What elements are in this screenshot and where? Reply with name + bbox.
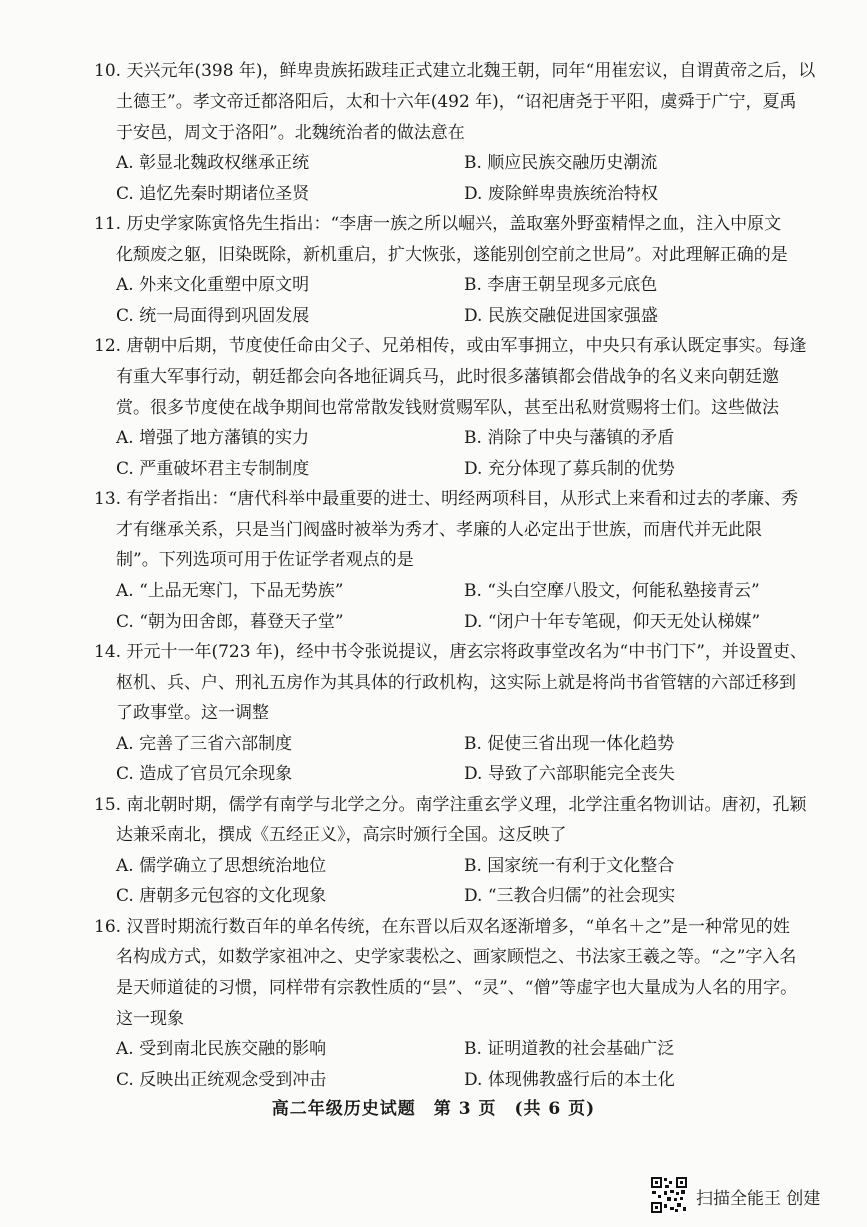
question-stem-line: 14. 开元十一年(723 年)，经中书令张说提议，唐玄宗将政事堂改名为“中书门下”，并设置吏、 — [94, 642, 807, 662]
option-c: C. 反映出正统观念受到冲击 — [116, 1070, 327, 1090]
question-stem-line: 是天师道徒的习惯，同样带有宗教性质的“昙”、“灵”、“僧”等虚字也大量成为人名的用字。 — [116, 978, 798, 998]
question-stem-line: 16. 汉晋时期流行数百年的单名传统，在东晋以后双名逐渐增多，“单名＋之”是一种常见的姓 — [94, 917, 790, 937]
option-c: C. “朝为田舍郎，暮登天子堂” — [116, 612, 344, 632]
option-a: A. 完善了三省六部制度 — [116, 734, 293, 754]
question-stem-line: 13. 有学者指出：“唐代科举中最重要的进士、明经两项科目，从形式上来看和过去的孝廉、秀 — [94, 489, 799, 509]
question-stem-line: 10. 天兴元年(398 年)，鲜卑贵族拓跋珪正式建立北魏王朝，同年“用崔宏议，自谓黄帝之后，以 — [94, 61, 816, 81]
option-d: D. 民族交融促进国家强盛 — [464, 306, 658, 326]
option-b: B. 消除了中央与藩镇的矛盾 — [464, 428, 675, 448]
question-stem-line: 化颓废之躯，旧染既除，新机重启，扩大恢张，遂能别创空前之世局”。对此理解正确的是 — [116, 245, 788, 265]
option-b: B. 顺应民族交融历史潮流 — [464, 153, 658, 173]
option-a: A. 外来文化重塑中原文明 — [116, 275, 310, 295]
question-stem-line: 这一现象 — [116, 1009, 184, 1029]
option-d: D. 充分体现了募兵制的优势 — [464, 459, 675, 479]
question-stem-line: 有重大军事行动，朝廷都会向各地征调兵马，此时很多藩镇都会借战争的名义来向朝廷邀 — [116, 367, 779, 387]
page-footer: 高二年级历史试题 第 3 页 (共 6 页) — [271, 1099, 596, 1119]
option-c: C. 唐朝多元包容的文化现象 — [116, 886, 327, 906]
option-d: D. 导致了六部职能完全丧失 — [464, 764, 675, 784]
option-c: C. 造成了官员冗余现象 — [116, 764, 293, 784]
option-c: C. 严重破坏君主专制制度 — [116, 459, 310, 479]
question-stem-line: 土德王”。孝文帝迁都洛阳后，太和十六年(492 年)，“诏祀唐尧于平阳，虞舜于广宁，夏禹 — [116, 92, 797, 112]
question-stem-line: 才有继承关系，只是当门阀盛时被举为秀才、孝廉的人必定出于世族，而唐代并无此限 — [116, 520, 762, 540]
question-stem-line: 11. 历史学家陈寅恪先生指出：“李唐一族之所以崛兴，盖取塞外野蛮精悍之血，注入中原文 — [94, 214, 782, 234]
option-a: A. “上品无寒门，下品无势族” — [116, 581, 344, 601]
question-stem-line: 制”。下列选项可用于佐证学者观点的是 — [116, 550, 414, 570]
question-stem-line: 赏。很多节度使在战争期间也常常散发钱财赏赐军队，甚至出私财赏赐将士们。这些做法 — [116, 398, 779, 418]
option-b: B. 促使三省出现一体化趋势 — [464, 734, 675, 754]
question-stem-line: 名构成方式，如数学家祖冲之、史学家裴松之、画家顾恺之、书法家王羲之等。“之”字入名 — [116, 947, 797, 967]
option-d: D. “闭户十年专笔砚，仰天无处认梯媒” — [464, 612, 761, 632]
question-stem-line: 于安邑，周文于洛阳”。北魏统治者的做法意在 — [116, 123, 465, 143]
option-c: C. 追忆先秦时期诸位圣贤 — [116, 184, 310, 204]
watermark-text: 扫描全能王 创建 — [696, 1189, 821, 1209]
option-a: A. 儒学确立了思想统治地位 — [116, 856, 327, 876]
question-stem-line: 达兼采南北，撰成《五经正义》，高宗时颁行全国。这反映了 — [116, 825, 567, 845]
question-stem-line: 枢机、兵、户、刑礼五房作为其具体的行政机构，这实际上就是将尚书省管辖的六部迁移到 — [116, 673, 796, 693]
scanner-watermark — [650, 1176, 860, 1216]
option-b: B. “头白空摩八股文，何能私塾接青云” — [464, 581, 760, 601]
question-stem-line: 12. 唐朝中后期，节度使任命由父子、兄弟相传，或由军事拥立，中央只有承认既定事实。每逢 — [94, 336, 807, 356]
question-stem-line: 15. 南北朝时期，儒学有南学与北学之分。南学注重玄学义理，北学注重名物训诂。唐初，孔颖 — [94, 795, 807, 815]
qr-code-icon — [650, 1176, 688, 1214]
option-b: B. 国家统一有利于文化整合 — [464, 856, 675, 876]
option-a: A. 受到南北民族交融的影响 — [116, 1039, 327, 1059]
option-d: D. 体现佛教盛行后的本土化 — [464, 1070, 675, 1090]
option-d: D. “三教合归儒”的社会现实 — [464, 886, 676, 906]
question-stem-line: 了政事堂。这一调整 — [116, 703, 269, 723]
option-d: D. 废除鲜卑贵族统治特权 — [464, 184, 658, 204]
option-a: A. 彰显北魏政权继承正统 — [116, 153, 310, 173]
option-b: B. 李唐王朝呈现多元底色 — [464, 275, 658, 295]
option-b: B. 证明道教的社会基础广泛 — [464, 1039, 675, 1059]
option-c: C. 统一局面得到巩固发展 — [116, 306, 310, 326]
option-a: A. 增强了地方藩镇的实力 — [116, 428, 310, 448]
